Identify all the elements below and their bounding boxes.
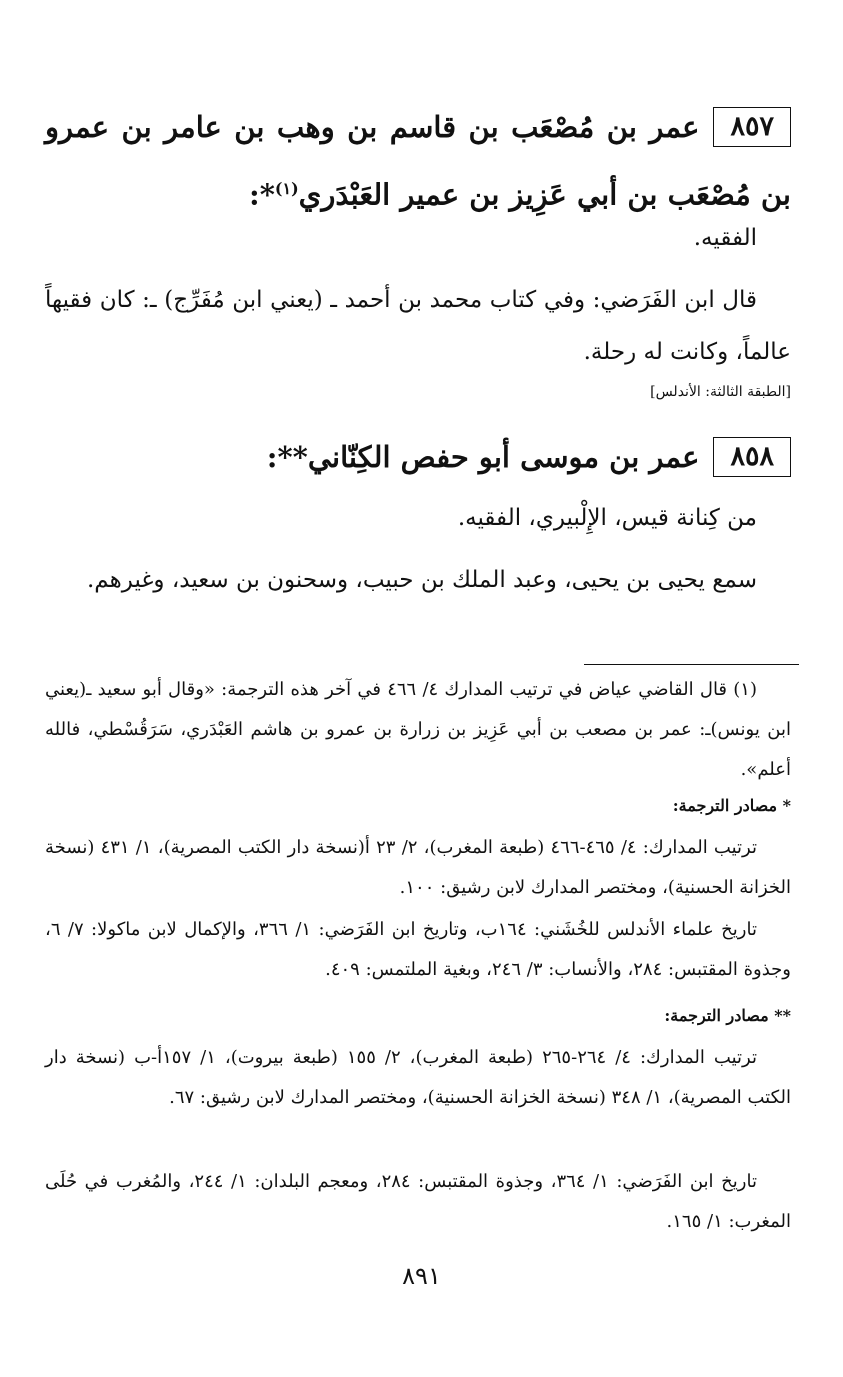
- sources-1-a: ترتيب المدارك: ٤/ ٤٦٥-٤٦٦ (طبعة المغرب)، ٢/ ٢٣ أ(نسخة دار الكتب المصرية)، ١/ ٤٣١ (نسخة الخزانة الحسنية)، ومختصر المدارك لابن رشيق: ١٠٠.: [45, 837, 791, 898]
- entry-858-heading-text: عمر بن موسى أبو حفص الكِنّاني: [307, 440, 700, 474]
- sources-1-title: * مصادر الترجمة:: [672, 796, 791, 815]
- entry-857-number: ٨٥٧: [713, 107, 791, 147]
- footnote-marker: (١): [274, 179, 299, 198]
- entry-858-line-2: سمع يحيى بن يحيى، وعبد الملك بن حبيب، وسحنون بن سعيد، وغيرهم.: [87, 567, 757, 593]
- footnote-1: (١) قال القاضي عياض في ترتيب المدارك ٤/ ٤٦٦ في آخر هذه الترجمة: «وقال أبو سعيد ـ(يعني ابن يونس)ـ: عمر بن مصعب بن أبي عَزِيز بن زرارة بن عمرو بن هاشم العَبْدَري، سَرَقُسْطي، فالله أعلم».: [45, 679, 791, 780]
- entry-857-heading: [45, 96, 791, 226]
- tabaqa-label: [الطبقة الثالثة: الأندلس]: [650, 384, 791, 400]
- entry-858-line-1: من كِنانة قيس، الإِلْبيري، الفقيه.: [457, 505, 757, 531]
- entry-857-heading-text: عمر بن مُصْعَب بن قاسم بن وهب بن عامر بن عمرو بن مُصْعَب بن أبي عَزِيز بن عمير العَبْدَري: [45, 110, 791, 212]
- entry-857-line-2: قال ابن الفَرَضي: وفي كتاب محمد بن أحمد ـ (يعني ابن مُفَرِّج) ـ: كان فقيهاً عالماً، وكانت له رحلة.: [45, 287, 791, 365]
- sources-1-b: تاريخ علماء الأندلس للخُشَني: ١٦٤ب، وتاريخ ابن الفَرَضي: ١/ ٣٦٦، والإكمال لابن ماكولا: ٧/ ٦، وجذوة المقتبس: ٢٨٤، والأنساب: ٣/ ٢٤٦، وبغية الملتمس: ٤٠٩.: [45, 919, 791, 980]
- entry-858-number: ٨٥٨: [713, 437, 791, 477]
- entry-858-heading: [45, 426, 791, 488]
- sources-2-b: تاريخ ابن الفَرَضي: ١/ ٣٦٤، وجذوة المقتبس: ٢٨٤، ومعجم البلدان: ١/ ٢٤٤، والمُغرب في حُلَى المغرب: ١/ ١٦٥.: [45, 1171, 791, 1232]
- sources-2-title: ** مصادر الترجمة:: [664, 1006, 791, 1025]
- entry-858-suffix: **:: [266, 440, 308, 474]
- entry-857-suffix: *:: [249, 177, 275, 212]
- entry-857-line-1: الفقيه.: [693, 225, 757, 251]
- footnote-separator: [584, 664, 799, 665]
- page-number: ٨٩١: [402, 1262, 441, 1290]
- sources-2-a: ترتيب المدارك: ٤/ ٢٦٤-٢٦٥ (طبعة المغرب)، ٢/ ١٥٥ (طبعة بيروت)، ١/ ١٥٧أ-ب (نسخة دار الكتب المصرية)، ١/ ٣٤٨ (نسخة الخزانة الحسنية)، ومختصر المدارك لابن رشيق: ٦٧.: [45, 1047, 791, 1108]
